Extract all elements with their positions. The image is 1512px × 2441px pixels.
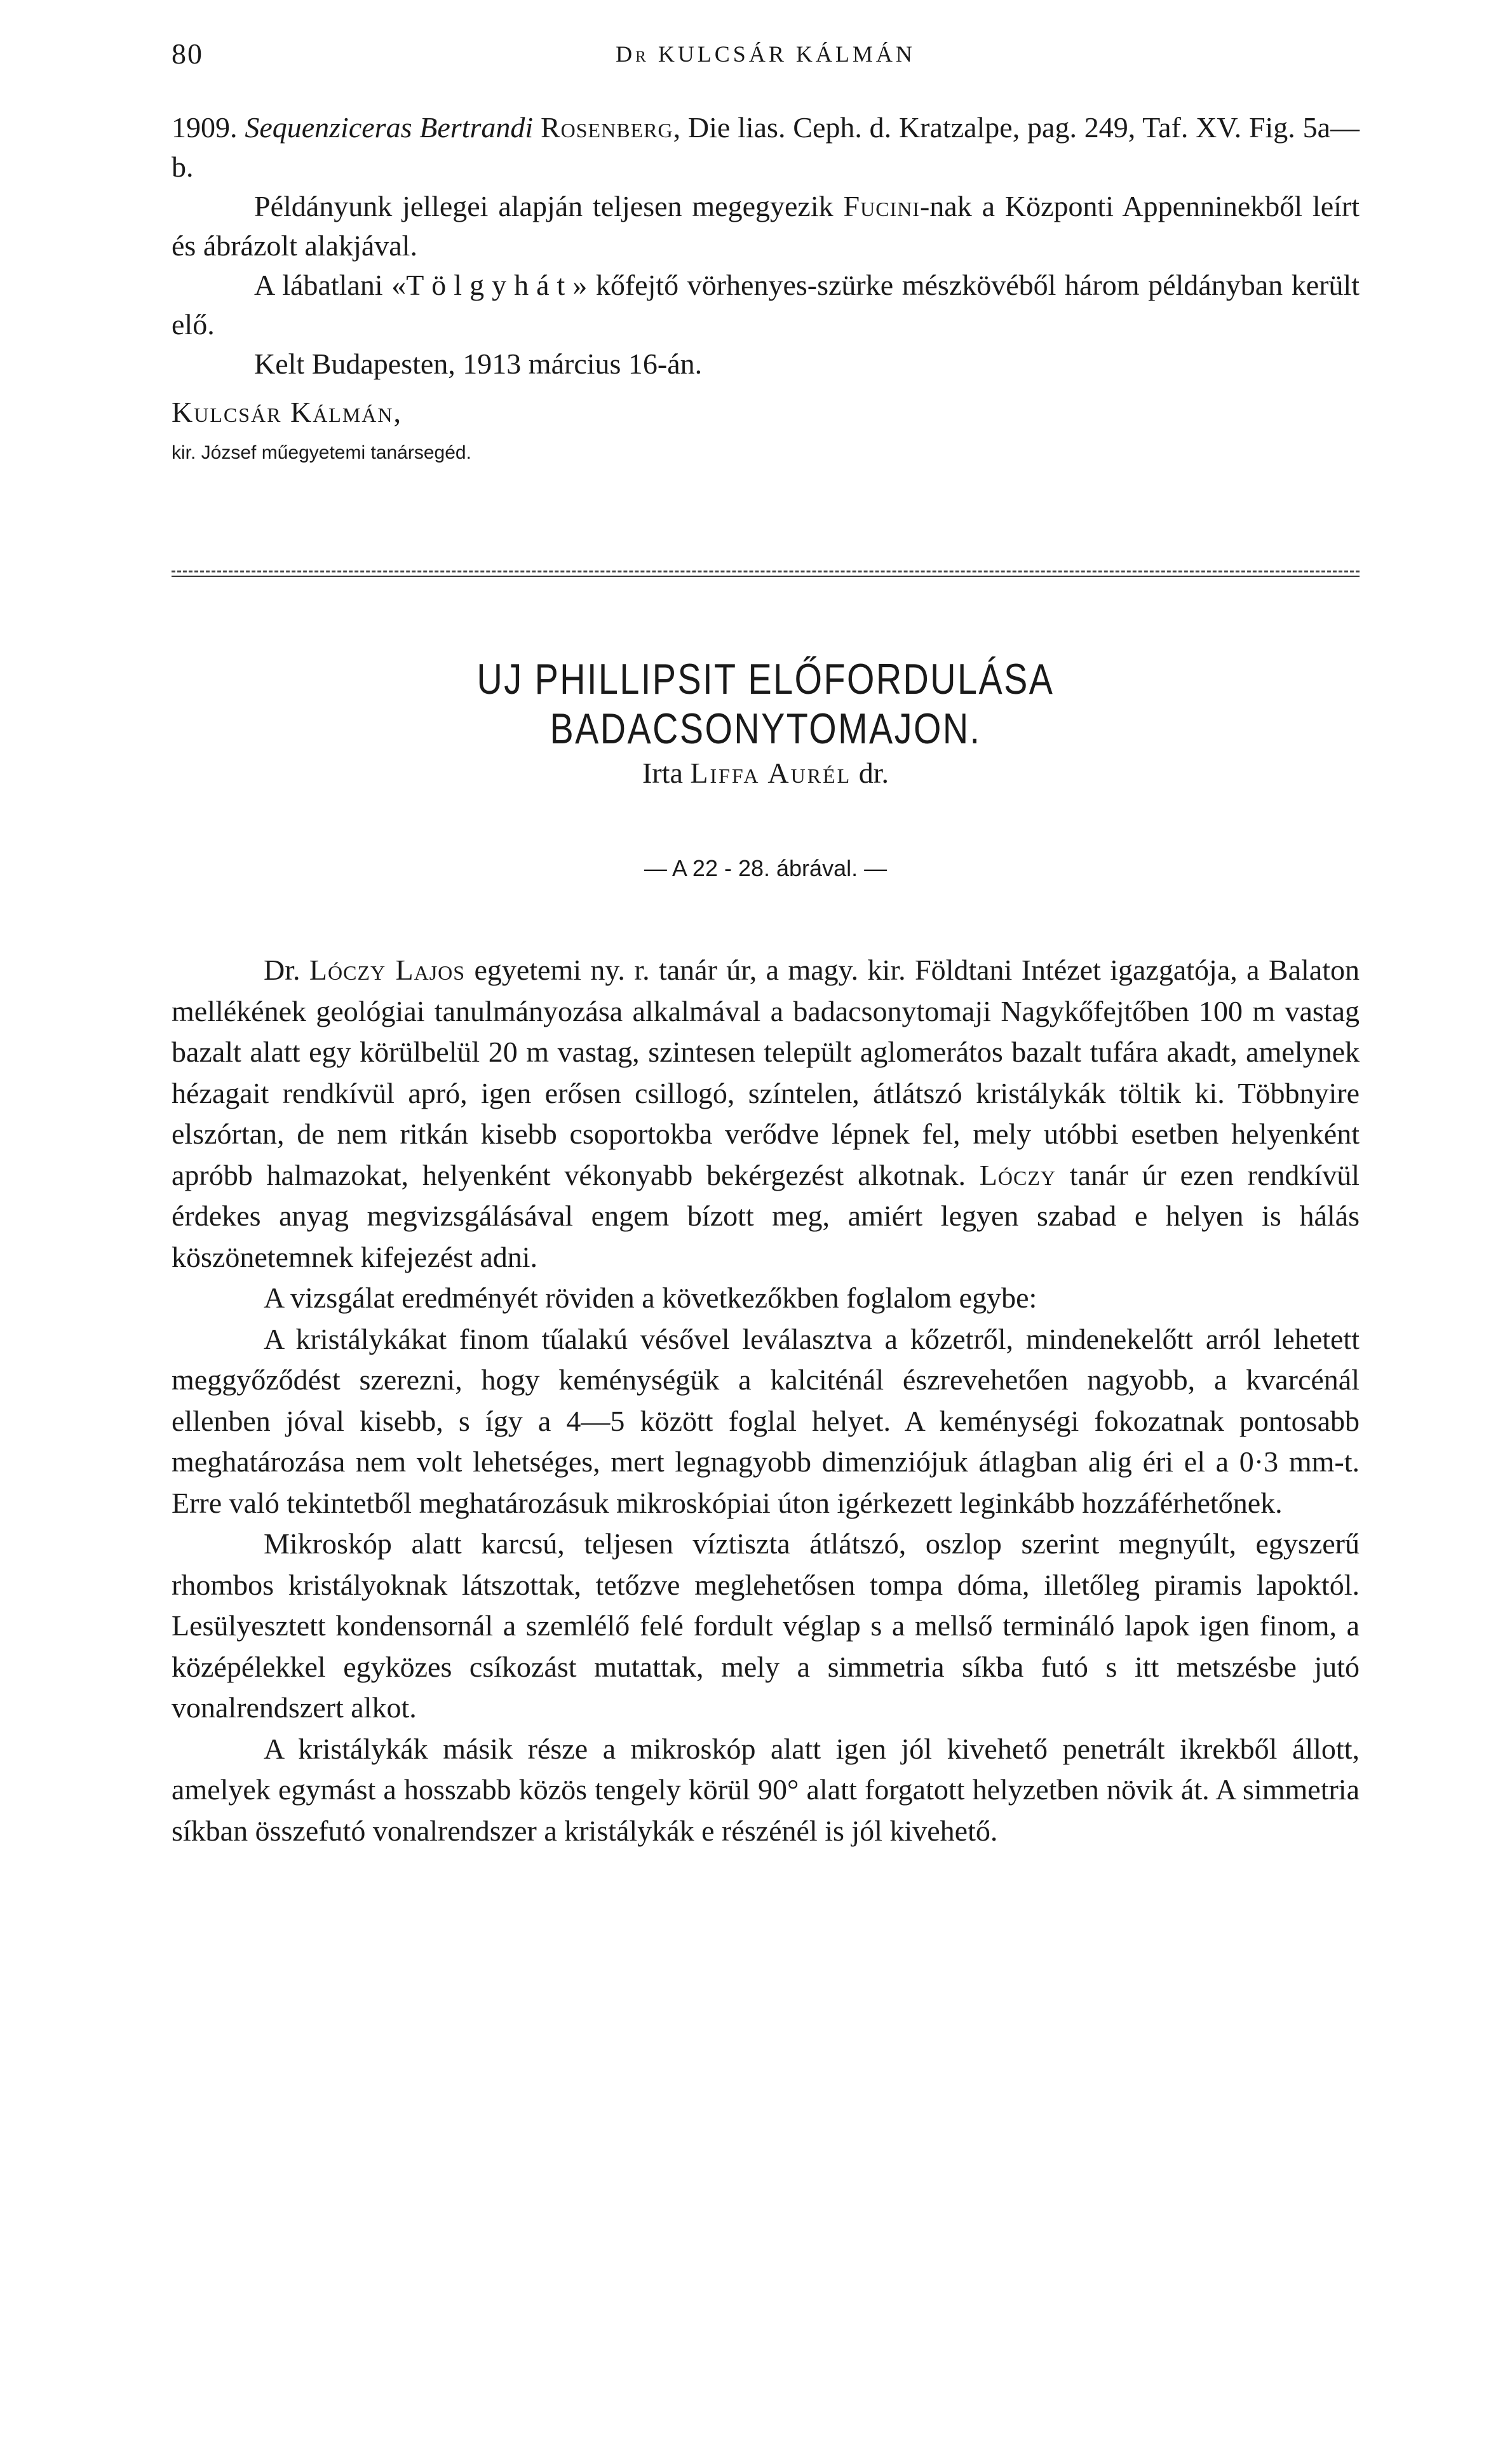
article-author — [172, 756, 1360, 790]
reference-taxon: Sequenziceras Bertrandi — [245, 111, 534, 144]
body-p1-a: Dr. — [264, 954, 309, 986]
body-paragraph-1 — [172, 950, 1360, 1278]
body-p1-name: Lóczy Lajos — [309, 954, 466, 986]
body-p1-c: tanár úr ezen rendkívül érdekes anyag megvizsgálásával engem bízott meg, amiért legyen szabad e helyen is hálás köszönetemnek kifejezést adni. — [172, 1158, 1360, 1273]
prev-p2-end: » kőfejtő vörhenyes-szürke mészkövéből három példányban került elő. — [172, 269, 1360, 341]
prev-paragraph-1 — [172, 187, 1360, 266]
running-head: Dr KULCSÁR KÁLMÁN — [616, 41, 915, 67]
article-title: UJ PHILLIPSIT ELŐFORDULÁSA BADACSONYTOMAJON. — [476, 655, 1055, 753]
section-divider — [172, 571, 1360, 578]
previous-article-end — [172, 108, 1360, 473]
affiliation: kir. József műegyetemi tanársegéd. — [172, 442, 471, 463]
author-prefix: Irta — [642, 757, 691, 789]
prev-p1-end: -nak a Központi Appenninekből leírt és ábrázolt alakjával. — [172, 190, 1360, 262]
figures-note: — A 22 - 28. ábrával. — — [644, 855, 888, 881]
divider-dashed-line — [172, 571, 1360, 572]
prev-paragraph-3: Kelt Budapesten, 1913 március 16-án. — [254, 348, 703, 380]
prev-paragraph-2 — [172, 266, 1360, 344]
reference-line — [172, 108, 1360, 187]
prev-p1-start: Példányunk jellegei alapján teljesen megegyezik — [254, 190, 844, 222]
body-paragraph-4: Mikroskóp alatt karcsú, teljesen víztiszta átlátszó, oszlop szerint megnyúlt, egyszerű rhombos kristályoknak látszottak, tetőzve meglehetősen tompa dóma, illetőleg piramis lapoktól. Lesülyesztett kondensornál a szemlélő felé fordult véglap s a mellső termináló lapok igen finom, a középélekkel egyközes csíkozást mutattak, mely a simmetria síkba futó s itt metszésbe jutó vonalrendszert alkot. — [172, 1527, 1360, 1724]
reference-year: 1909. — [172, 111, 238, 144]
article-body — [172, 950, 1360, 1851]
page-number: 80 — [172, 37, 203, 70]
body-paragraph-3: A kristálykákat finom tűalakú vésővel leválasztva a kőzetről, mindenekelőtt arról lehetett meggyőződést szerezni, hogy keménységük a kalciténál észrevehetően nagyobb, a kvarcénál ellenben jóval kisebb, s így a 4—5 között foglal helyet. A keménységi fokozatnak pontosabb meghatározása nem volt lehetséges, mert legnagyobb dimenziójuk átlagban alig éri el a 0·3 mm-t. Erre való tekintetből meghatározásuk mikroskópiai úton igérkezett leginkább hozzáférhetőnek. — [172, 1322, 1360, 1519]
author-suffix: dr. — [851, 757, 889, 789]
author-name: Liffa Aurél — [690, 757, 852, 789]
prev-p1-name: Fucini — [843, 190, 920, 222]
prev-p2-place: Tölgyhát — [406, 269, 573, 301]
reference-rest: , Die lias. Ceph. d. Kratzalpe, pag. 249, Taf. XV. Fig. 5a—b. — [172, 111, 1360, 183]
body-paragraph-5: A kristálykák másik része a mikroskóp alatt igen jól kivehető penetrált ikrekből állott, amelyek egymást a hosszabb közös tengely körül 90° alatt forgatott helyzetben növik át. A simmetria síkban összefutó vonalrendszer a kristálykák e részénél is jól kivehető. — [172, 1732, 1360, 1847]
body-p1-name2: Lóczy — [979, 1158, 1056, 1191]
reference-author: Rosenberg — [540, 111, 673, 144]
page-header — [172, 37, 1360, 75]
prev-p2-start: A lábatlani « — [254, 269, 407, 301]
body-paragraph-2: A vizsgálat eredményét röviden a következőkben foglalom egybe: — [264, 1281, 1037, 1314]
signature: Kulcsár Kálmán, — [172, 396, 403, 428]
body-p1-b: egyetemi ny. r. tanár úr, a magy. kir. Földtani Intézet igazgatója, a Balaton mellékének geológiai tanulmányozása alkalmával a badacsonytomaji Nagykőfejtőben 100 m vastag bazalt alatt egy körülbelül 20 m vastag, szintesen települt aglomerátos bazalt tufára akadt, amelynek hézagait rendkívül apró, igen erősen csillogó, színtelen, átlátszó kristálykák töltik ki. Többnyire elszórtan, de nem ritkán kisebb csoportokba verődve lépnek fel, mely utóbbi esetben helyenként apróbb halmazokat, helyenként vékonyabb bekérgezést alkotnak. — [172, 954, 1360, 1191]
divider-solid-line — [172, 576, 1360, 577]
